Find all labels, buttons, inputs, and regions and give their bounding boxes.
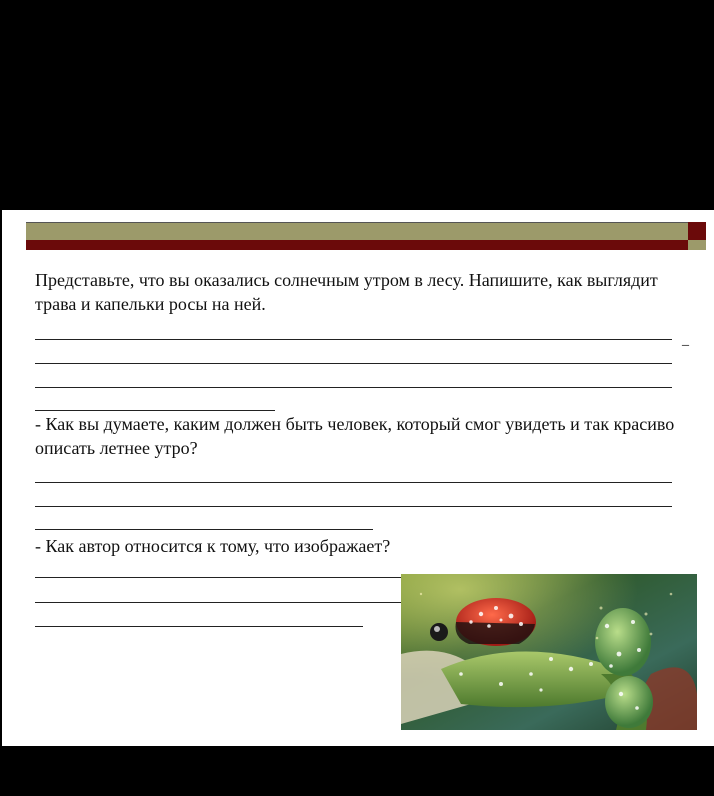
answer-line	[35, 506, 672, 507]
answer-line	[35, 577, 401, 578]
header-band-maroon	[26, 240, 690, 250]
answer-line	[35, 410, 275, 411]
bottom-black-bar	[0, 746, 714, 796]
answer-line	[35, 363, 672, 364]
answer-line	[35, 339, 672, 340]
writing-prompt: Представьте, что вы оказались солнечным утром в лесу. Напишите, как выглядит трава и капельки росы на ней.	[35, 270, 658, 314]
answer-line	[35, 626, 363, 627]
header-band-olive	[26, 222, 690, 241]
question-2: - Как автор относится к тому, что изображает?	[35, 536, 391, 556]
answer-line	[35, 529, 373, 530]
answer-line	[35, 482, 672, 483]
top-black-bar	[0, 0, 714, 210]
answer-line	[35, 387, 672, 388]
question-1: - Как вы думаете, каким должен быть человек, который смог увидеть и так красиво описать летнее утро?	[35, 414, 675, 458]
stray-mark: _	[682, 333, 689, 348]
header-square-olive	[688, 240, 706, 250]
answer-line	[35, 602, 401, 603]
ladybug-photo	[401, 574, 697, 730]
header-square-maroon	[688, 222, 706, 240]
slide	[2, 210, 714, 746]
